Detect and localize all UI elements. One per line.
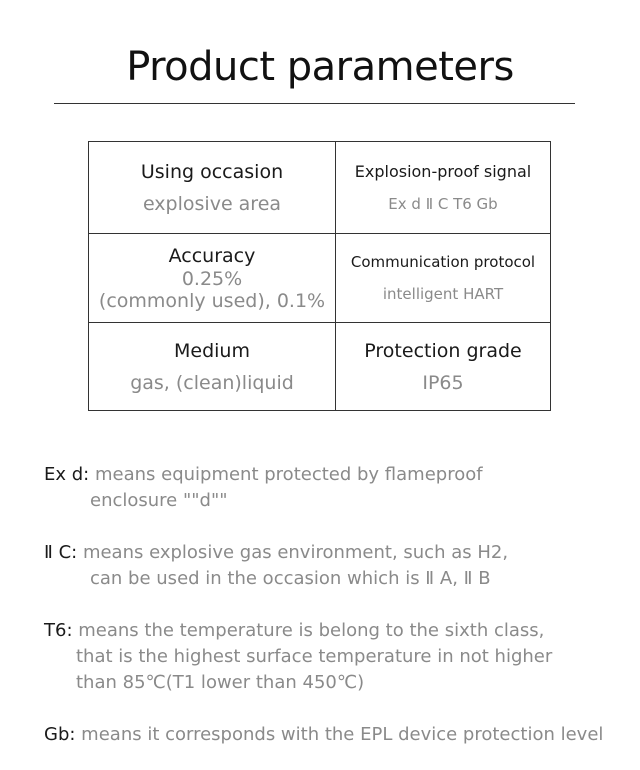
note-exd	[44, 462, 483, 514]
note-gb	[44, 722, 603, 748]
page-title: Product parameters	[126, 44, 514, 90]
note-iic-key: Ⅱ C:	[44, 542, 78, 563]
note-gb-text: means it corresponds with the EPL device protection level	[75, 724, 604, 745]
communication-value: intelligent HART	[382, 285, 504, 303]
protection-value: IP65	[422, 371, 464, 394]
note-t6-text-cont2: than 85℃(T1 lower than 450℃)	[76, 672, 365, 693]
medium-cell	[89, 323, 335, 410]
note-iic-text-cont: can be used in the occasion which is Ⅱ A, Ⅱ B	[90, 568, 491, 589]
using-occasion-label: Using occasion	[140, 160, 284, 183]
note-t6-text-cont1: that is the highest surface temperature in not higher	[76, 646, 553, 667]
note-t6	[44, 618, 552, 696]
accuracy-cell	[89, 234, 335, 323]
communication-label: Communication protocol	[350, 253, 536, 271]
note-iic-text: means explosive gas environment, such as H2,	[77, 542, 509, 563]
note-exd-text-cont: enclosure ""d""	[90, 490, 228, 511]
note-exd-key: Ex d:	[44, 464, 90, 485]
explosion-proof-value: Ex d Ⅱ C T6 Gb	[388, 194, 498, 213]
explosion-proof-label: Explosion-proof signal	[354, 161, 532, 181]
protection-label: Protection grade	[364, 339, 522, 362]
medium-value: gas, (clean)liquid	[130, 371, 294, 394]
title-divider	[54, 103, 575, 104]
note-t6-text: means the temperature is belong to the sixth class,	[72, 620, 545, 641]
communication-cell	[335, 234, 550, 323]
accuracy-value-secondary: (commonly used), 0.1%	[98, 290, 326, 312]
note-gb-key: Gb:	[44, 724, 76, 745]
using-occasion-value: explosive area	[142, 192, 282, 215]
medium-label: Medium	[174, 339, 250, 362]
using-occasion-cell	[89, 142, 335, 234]
parameters-table	[88, 141, 551, 411]
note-t6-key: T6:	[44, 620, 73, 641]
explosion-proof-cell	[335, 142, 550, 234]
protection-cell	[335, 323, 550, 410]
note-iic	[44, 540, 508, 592]
accuracy-value-primary: 0.25%	[181, 268, 243, 290]
accuracy-label: Accuracy	[168, 245, 256, 267]
note-exd-text: means equipment protected by flameproof	[89, 464, 483, 485]
